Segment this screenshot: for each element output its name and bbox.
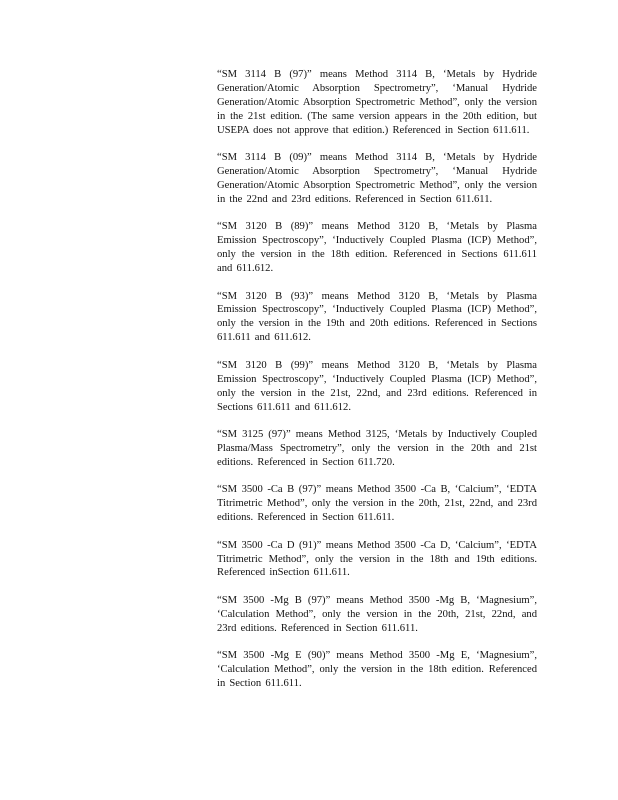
definition-paragraph: “SM 3114 B (97)” means Method 3114 B, ‘Metals by Hydride Generation/Atomic Absorption Spectrometry”, ‘Manual Hydride Generation/Atomic Absorption Spectrometric Method”, only the version in the 21st edition. (The same version appears in the 20th edition, but USEPA does not approve that edition.) Referenced in Section 611.611. [217,69,537,136]
definition-paragraph: “SM 3125 (97)” means Method 3125, ‘Metals by Inductively Coupled Plasma/Mass Spectrometry”, only the version in the 20th and 21st editions. Referenced in Section 611.720. [217,429,537,468]
definition-paragraph: “SM 3120 B (99)” means Method 3120 B, ‘Metals by Plasma Emission Spectroscopy”, ‘Inductively Coupled Plasma (ICP) Method”, only the version in the 21st, 22nd, and 23rd editions. Referenced in Sections 611.611 and 611.612. [217,359,537,413]
definition-paragraph: “SM 3500 -Ca D (91)” means Method 3500 -Ca D, ‘Calcium”, ‘EDTA Titrimetric Method”, only the version in the 18th and 19th editions. Referenced inSection 611.611. [217,539,537,579]
document-body [217,68,537,705]
definition-paragraph: “SM 3120 B (89)” means Method 3120 B, ‘Metals by Plasma Emission Spectroscopy”, ‘Inductively Coupled Plasma (ICP) Method”, only the version in the 18th edition. Referenced in Sections 611.611 and 611.612. [217,221,537,275]
definition-paragraph: “SM 3500 -Ca B (97)” means Method 3500 -Ca B, ‘Calcium”, ‘EDTA Titrimetric Method”, only the version in the 20th, 21st, 22nd, and 23rd editions. Referenced in Section 611.611. [217,484,537,524]
definition-paragraph: “SM 3120 B (93)” means Method 3120 B, ‘Metals by Plasma Emission Spectroscopy”, ‘Inductively Coupled Plasma (ICP) Method”, only the version in the 19th and 20th editions. Referenced in Sections 611.611 and 611.612. [217,290,537,344]
definition-paragraph: “SM 3114 B (09)” means Method 3114 B, ‘Metals by Hydride Generation/Atomic Absorption Spectrometry”, ‘Manual Hydride Generation/Atomic Absorption Spectrometric Method”, only the version in the 22nd and 23rd editions. Referenced in Section 611.611. [217,152,537,205]
definition-paragraph: “SM 3500 -Mg B (97)” means Method 3500 -Mg B, ‘Magnesium”, ‘Calculation Method”, only the version in the 20th, 21st, 22nd, and 23rd editions. Referenced in Section 611.611. [217,594,537,634]
definition-paragraph: “SM 3500 -Mg E (90)” means Method 3500 -Mg E, ‘Magnesium”, ‘Calculation Method”, only the version in the 18th edition. Referenced in Section 611.611. [217,650,537,690]
